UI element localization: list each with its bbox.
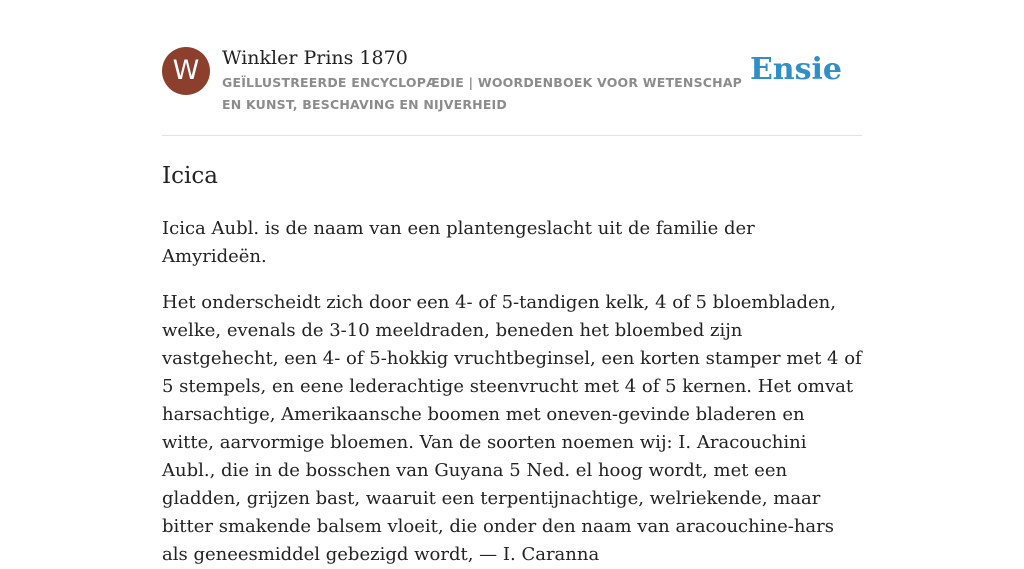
source-subtitle: GEÏLLUSTREERDE ENCYCLOPÆDIE | WOORDENBOEK VOOR WETENSCHAP EN KUNST, BESCHAVING EN NIJVERHEID [222, 75, 743, 112]
entry-paragraph: Icica Aubl. is de naam van een plantengeslacht uit de familie der Amyrideën. [162, 218, 755, 267]
ensie-logo[interactable]: Ensie [749, 52, 842, 87]
entry-title: Icica [162, 163, 218, 189]
entry-paragraph: Het onderscheidt zich door een 4- of 5-tandigen kelk, 4 of 5 bloembladen, welke, evenals de 3-10 meeldraden, beneden het bloembed zijn vastgehecht, een 4- of 5-hokkig vruchtbeginsel, een korten stamper met 4 of 5 stempels, en eene lederachtige steenvrucht met 4 of 5 kernen. Het omvat harsachtige, Amerikaansche boomen met oneven-gevinde bladeren en witte, aarvormige bloemen. Van de soorten noemen wij: I. Aracouchini Aubl., die in de bosschen van Guyana 5 Ned. el hoog wordt, met een gladden, grijzen bast, waaruit een terpentijnachtige, welriekende, maar bitter smakende balsem vloeit, die onder den naam van aracouchine-hars als geneesmiddel gebezigd wordt, — I. Caranna [162, 292, 862, 565]
source-header [162, 46, 862, 136]
page [162, 46, 862, 569]
source-avatar[interactable]: W [162, 47, 210, 95]
source-title[interactable]: Winkler Prins 1870 [222, 47, 408, 69]
